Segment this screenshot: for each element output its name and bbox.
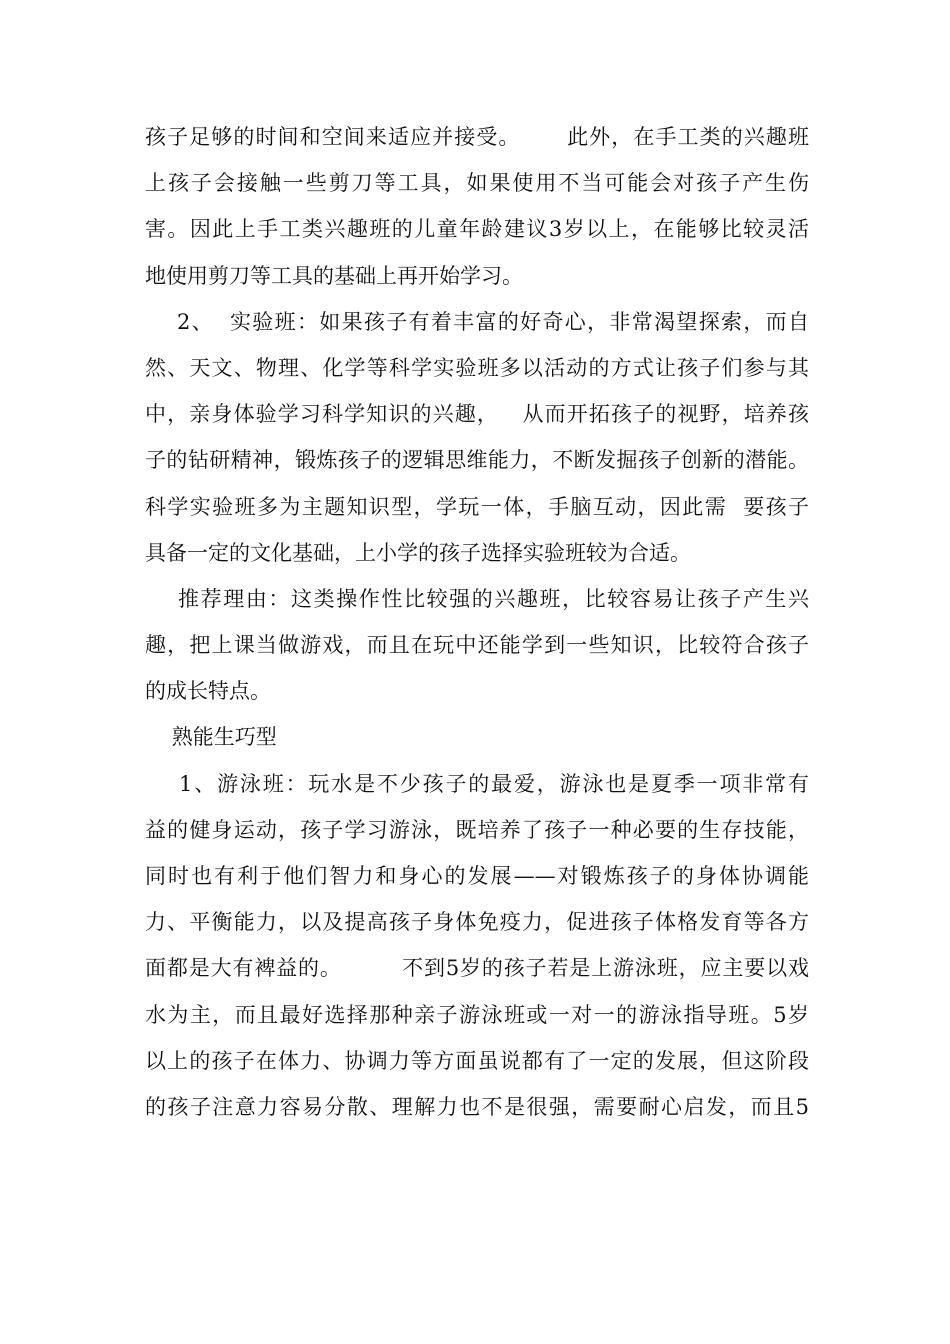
text-line: 同时也有利于他们智力和身心的发展——对锻炼孩子的身体协调能 — [145, 864, 809, 888]
text-line: 推荐理由：这类操作性比较强的兴趣班，比较容易让孩子产生兴 — [145, 586, 809, 611]
text-line: 1、游泳班：玩水是不少孩子的最爱，游泳也是夏季一项非常有 — [145, 771, 809, 796]
text-line: 的孩子注意力容易分散、理解力也不是很强，需要耐心启发，而且5 — [145, 1094, 809, 1119]
text-line: 面都是大有裨益的。 不到5岁的孩子若是上游泳班，应主要以戏 — [145, 956, 809, 981]
text-line: 科学实验班多为主题知识型，学玩一体，手脑互动，因此需 要孩子 — [145, 494, 809, 519]
text-line: 趣，把上课当做游戏，而且在玩中还能学到一些知识，比较符合孩子 — [145, 633, 809, 658]
text-line: 水为主，而且最好选择那种亲子游泳班或一对一的游泳指导班。5岁 — [145, 1002, 809, 1027]
text-line: 子的钻研精神，锻炼孩子的逻辑思维能力，不断发掘孩子创新的潜能。 — [145, 448, 809, 473]
text-line: 力、平衡能力，以及提高孩子身体免疫力，促进孩子体格发育等各方 — [145, 910, 809, 935]
text-line: 上孩子会接触一些剪刀等工具，如果使用不当可能会对孩子产生伤 — [145, 171, 809, 196]
text-line: 害。因此上手工类兴趣班的儿童年龄建议3岁以上，在能够比较灵活 — [145, 217, 809, 242]
text-line: 中，亲身体验学习科学知识的兴趣， 从而开拓孩子的视野，培养孩 — [145, 402, 809, 427]
body-text — [145, 114, 809, 1130]
section-heading: 熟能生巧型 — [145, 725, 277, 750]
text-line: 2、 实验班：如果孩子有着丰富的好奇心，非常渴望探索，而自 — [145, 309, 809, 334]
text-line: 的成长特点。 — [145, 679, 271, 704]
text-line: 孩子足够的时间和空间来适应并接受。 此外，在手工类的兴趣班 — [145, 125, 809, 149]
text-line: 以上的孩子在体力、协调力等方面虽说都有了一定的发展，但这阶段 — [145, 1048, 809, 1073]
text-line: 然、天文、物理、化学等科学实验班多以活动的方式让孩子们参与其 — [145, 355, 809, 380]
text-line: 具备一定的文化基础，上小学的孩子选择实验班较为合适。 — [145, 540, 691, 565]
text-line: 地使用剪刀等工具的基础上再开始学习。 — [145, 263, 523, 288]
text-line: 益的健身运动，孩子学习游泳，既培养了孩子一种必要的生存技能， — [145, 817, 809, 842]
